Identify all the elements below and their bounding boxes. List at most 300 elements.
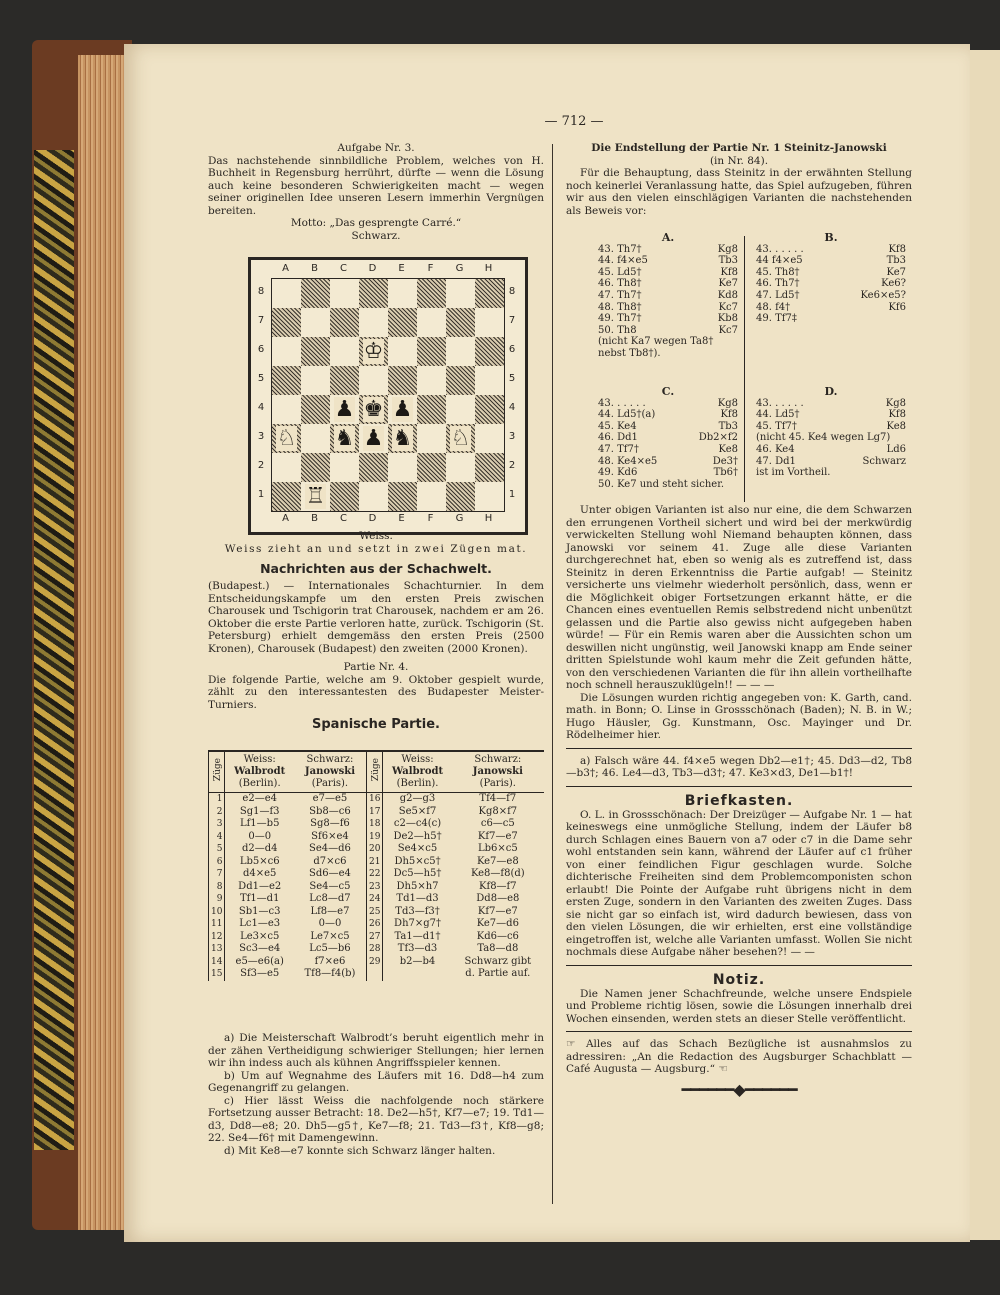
solvers-text: Die Lösungen wurden richtig angegeben von: K. Garth, cand. math. in Bonn; O. Linse in Grossschönach (Baden); N. B. in W.; Hugo Häusler, Gg. Kunstmann, Osc. Mayinger und Dr. Rödelheimer hier. — [566, 691, 912, 741]
news-heading: Nachrichten aus der Schachwelt. — [260, 561, 492, 576]
variant-move-black: Kg8 — [717, 243, 738, 255]
mailbox-text: O. L. in Grossschönach: Der Dreizüger — Aufgabe Nr. 1 — hat keineswegs eine unmögliche Stellung, indem der Läufer b8 durch Schlagen eines Bauern von a7 oder c7 in die Dame sehr wohl entstanden sein kann, während der Läufer auf c1 früher von einer feindlichen Figur geschlagen wurde. Solche dichterische Freiheiten sind dem Problemcomponisten schon erlaubt! Die Pointe der Aufgabe ruht übrigens nicht in dem ersten Zuge, sondern in den Varianten des zweiten Zuges. Dass sie nicht gar so einfach ist, wird dadurch bewiesen, dass von den vielen Lösungen, die wir erhielten, erst eine vollständige eingetroffen ist, welche alle Varianten umfasst. Wollen Sie nicht nochmals diese Aufgabe näher besehen?! — — — [566, 808, 912, 958]
rank-label-8: 8 — [508, 286, 516, 297]
move-cell-w: 0—0 — [248, 830, 272, 842]
variant-row — [756, 255, 906, 267]
chess-piece-icon: ♟ — [363, 426, 384, 451]
square-g7 — [446, 308, 475, 337]
rule-2 — [566, 786, 912, 787]
variant-d-last: ist im Vortheil. — [756, 467, 831, 479]
variant-move-black: Ld6 — [886, 443, 906, 455]
marbled-edge — [34, 150, 74, 1150]
square-g1 — [446, 482, 475, 511]
file-label-b: B — [311, 263, 318, 274]
rank-label-6: 6 — [257, 344, 265, 355]
square-b8 — [301, 279, 330, 308]
move-cell-w: Lb5×c6 — [239, 855, 280, 867]
variant-move-black: Ke6? — [881, 278, 906, 290]
variant-move-black: Kb8 — [717, 313, 738, 325]
move-cell-b: 0—0 — [318, 918, 342, 929]
move-cell-b: Se4—d6 — [309, 843, 351, 854]
variant-row — [756, 278, 906, 290]
variant-d-moves-2 — [756, 444, 906, 467]
move-cell-n2: 28 — [366, 943, 382, 956]
square-a3 — [272, 424, 301, 453]
move-cell-b2: Ke8—f8(d) — [470, 868, 525, 879]
chess-piece-icon: ♚ — [363, 397, 384, 422]
file-label-b: B — [311, 513, 318, 524]
square-d6 — [359, 337, 388, 366]
variant-b-moves — [756, 244, 906, 325]
move-cell-w2 — [383, 968, 452, 981]
variant-row — [756, 267, 906, 279]
variant-move-black: Ke7 — [718, 278, 738, 290]
variant-move-white: 46. Th7† — [756, 278, 800, 290]
ornament-divider: ━━━━━━◆━━━━━━ — [681, 1079, 797, 1099]
variant-move-white: 46. Th8† — [598, 278, 642, 290]
move-cell-b2: Ta8—d8 — [477, 943, 519, 954]
chess-piece-icon: ♘ — [450, 426, 471, 451]
file-label-f: F — [427, 513, 434, 524]
move-cell-n: 11 — [209, 918, 225, 931]
variant-move-black: Tb3 — [718, 420, 738, 432]
problem-intro: Das nachstehende sinnbildliche Problem, welches von H. Buchheit in Regensburg herrührt, dürfte — wenn die Lösung auch keine besonderen Schwierigkeiten macht — wegen seiner originellen Idee unseren Lesern immerhin Vergnügen bereiten. — [208, 154, 544, 217]
square-e1 — [388, 482, 417, 511]
variant-c-moves — [598, 398, 738, 479]
move-cell-b2: c6—c5 — [480, 818, 515, 829]
move-cell-b: Sb8—c6 — [309, 805, 351, 817]
move-cell-n: 13 — [209, 943, 225, 956]
move-cell-n2: 25 — [366, 906, 382, 919]
variant-move-black: Kf8 — [720, 409, 738, 421]
move-cell-b2: Kd6—c6 — [476, 930, 519, 942]
news-text: (Budapest.) — Internationales Schachturnier. In dem Entscheidungskampfe um den ersten Preis zwischen Charousek und Tschigorin trat Charousek, nachdem er am 26. Oktober die erste Partie verloren hatte, zurück. Tschigorin (St. Petersburg) erhielt demgemäss den ersten Preis (2500 Kronen), Charousek (Budapest) den zweiten (2000 Kronen). — [208, 580, 544, 655]
move-cell-w2: Ta1—d1† — [394, 930, 441, 942]
variant-move-white: 47. Tf7† — [598, 443, 639, 455]
move-row — [209, 843, 545, 856]
problem-title: Aufgabe Nr. 3. — [337, 142, 415, 154]
square-d1 — [359, 482, 388, 511]
square-a5 — [272, 366, 301, 395]
rule-4 — [566, 1031, 912, 1032]
file-label-d: D — [368, 513, 377, 524]
opening-name: Spanische Partie. — [312, 717, 440, 732]
variant-move-black: Kd8 — [717, 289, 738, 301]
mailbox-heading: Briefkasten. — [684, 792, 794, 809]
square-f6 — [417, 337, 446, 366]
chess-piece-icon: ♞ — [334, 426, 355, 451]
file-label-g: G — [455, 513, 464, 524]
move-cell-w2: g2—g3 — [399, 793, 436, 804]
variant-move-black: Kf8 — [720, 266, 738, 278]
move-cell-w2: Td3—f3† — [395, 905, 440, 917]
file-label-c: C — [340, 513, 347, 524]
variant-move-white: 45. Tf7† — [756, 420, 797, 432]
notice-heading: Notiz. — [712, 971, 766, 988]
motto: Motto: „Das gesprengte Carré.“ — [290, 217, 462, 229]
move-cell-w: Lf1—b5 — [239, 818, 280, 829]
variant-move-black: Kf6 — [888, 301, 906, 313]
file-label-c: C — [340, 263, 347, 274]
rank-label-1: 1 — [257, 489, 265, 500]
square-e6 — [388, 337, 417, 366]
move-cell-n: 9 — [209, 893, 225, 906]
square-c1 — [330, 482, 359, 511]
square-d5 — [359, 366, 388, 395]
variant-row — [756, 313, 906, 325]
black-header-2: Schwarz: Janowski (Paris). — [452, 751, 544, 793]
move-cell-w2: Dh5×h7 — [396, 880, 439, 892]
move-row — [209, 818, 545, 831]
variant-move-white: 46. Dd1 — [598, 432, 638, 444]
rank-label-8: 8 — [257, 286, 265, 297]
move-cell-b: Tf8—f4(b) — [304, 968, 356, 979]
moves-header-2: Züge — [366, 751, 382, 793]
variant-d — [756, 386, 906, 479]
move-cell-w: d2—d4 — [241, 843, 278, 854]
move-cell-w: Sf3—e5 — [240, 968, 280, 979]
variant-move-white: 43. Th7† — [598, 243, 642, 255]
move-cell-w2: Se4×c5 — [397, 843, 438, 854]
square-g4 — [446, 395, 475, 424]
move-cell-b: Sf6×e4 — [311, 830, 349, 842]
chess-piece-icon: ♟ — [334, 397, 355, 422]
rule-3 — [566, 965, 912, 966]
move-cell-n2: 24 — [366, 893, 382, 906]
move-cell-b2: Ke7—e8 — [476, 855, 519, 867]
square-a6 — [272, 337, 301, 366]
move-cell-w: e5—e6(a) — [235, 955, 284, 967]
variant-a-heading: A. — [661, 231, 675, 244]
column-rule — [552, 144, 553, 1204]
variant-move-black: Kc7 — [718, 301, 738, 313]
rank-label-6: 6 — [508, 344, 516, 355]
file-label-e: E — [398, 263, 405, 274]
move-cell-n: 15 — [209, 968, 225, 981]
rank-label-2: 2 — [257, 460, 265, 471]
variant-row — [756, 444, 906, 456]
variant-move-black: Tb6† — [713, 467, 738, 479]
game-title: Partie Nr. 4. — [343, 661, 409, 673]
square-g3 — [446, 424, 475, 453]
move-cell-b2: Schwarz gibt — [464, 955, 532, 967]
variant-row — [598, 409, 738, 421]
square-d4 — [359, 395, 388, 424]
variant-row — [598, 313, 738, 325]
move-cell-b2: Ke7—d6 — [476, 918, 519, 929]
move-cell-b2: Kf7—e7 — [477, 905, 518, 917]
variant-move-black: Db2×f2 — [698, 432, 738, 444]
variant-row — [598, 467, 738, 479]
rank-label-1: 1 — [508, 489, 516, 500]
note-a: a) Die Meisterschaft Walbrodt’s beruht eigentlich mehr in der zähen Vertheidigung schwieriger Stellungen; hier lernen wir ihn indess auch als kühnen Angriffsspieler kennen. — [208, 1032, 544, 1069]
square-h2 — [475, 453, 504, 482]
move-cell-n2: 19 — [366, 831, 382, 844]
variant-move-black: Kg8 — [885, 397, 906, 409]
facing-page-edge — [968, 50, 1000, 1240]
square-e5 — [388, 366, 417, 395]
move-cell-n: 4 — [209, 831, 225, 844]
variant-move-white: 49. Tf7‡ — [756, 313, 797, 325]
move-cell-n: 14 — [209, 956, 225, 969]
variant-move-black: Kf8 — [888, 409, 906, 421]
move-cell-n2: 29 — [366, 956, 382, 969]
move-cell-b: Sd6—e4 — [309, 868, 351, 879]
endgame-text: Unter obigen Varianten ist also nur eine, die dem Schwarzen den errungenen Vortheil sichert und wird bei der merkwürdig verwickelten Stellung wohl Niemand behaupten können, dass Janowski vor seinem 41. Zuge alle diese Varianten durchgerechnet hat, eben so wenig als es zutreffend ist, dass Steinitz in deren Erkenntniss die Partie aufgab! — Steinitz versicherte uns vielmehr wiederholt persönlich, dass, wenn er die Möglichkeit obiger Fortsetzungen erkannt hätte, er die Chancen eines eventuellen Remis selbstredend nicht unbenützt gelassen und die Partie also gewiss nicht aufgegeben haben würde! — Für ein Remis waren aber die Aussichten schon um deswillen nicht ungünstig, weil Janowski knapp am Ende seiner dritten Spielstunde wohl kaum mehr die Zeit gefunden hätte, von den verschiedenen Varianten die für ihn allein vortheilhafte noch schnell herauszuklügeln!! — — — — [566, 504, 912, 691]
variant-row — [756, 302, 906, 314]
move-cell-n2: 18 — [366, 818, 382, 831]
move-cell-w: Lc1—e3 — [239, 918, 281, 929]
move-row — [209, 868, 545, 881]
file-label-a: A — [282, 263, 289, 274]
variant-row — [598, 267, 738, 279]
variant-move-white: 49. Th7† — [598, 313, 642, 325]
variant-move-black: Kc7 — [718, 324, 738, 336]
variant-move-white: 48. Th8† — [598, 301, 642, 313]
page-number: — 712 — — [544, 114, 604, 129]
square-e7 — [388, 308, 417, 337]
rank-label-7: 7 — [508, 315, 516, 326]
book-page — [124, 44, 970, 1242]
square-f5 — [417, 366, 446, 395]
move-cell-n2: 21 — [366, 856, 382, 869]
square-e4 — [388, 395, 417, 424]
square-f1 — [417, 482, 446, 511]
square-c2 — [330, 453, 359, 482]
square-d3 — [359, 424, 388, 453]
square-h4 — [475, 395, 504, 424]
variant-move-black: Kf8 — [888, 243, 906, 255]
variant-move-white: 47. Th7† — [598, 289, 642, 301]
square-b3 — [301, 424, 330, 453]
variant-row — [598, 432, 738, 444]
move-cell-w2: c2—c4(c) — [393, 818, 442, 829]
move-row — [209, 931, 545, 944]
move-cell-w2: Td1—d3 — [396, 893, 439, 904]
game-notes — [208, 1032, 544, 1157]
square-f2 — [417, 453, 446, 482]
variant-row — [756, 290, 906, 302]
move-cell-n: 8 — [209, 881, 225, 894]
chess-piece-icon: ♔ — [363, 339, 384, 364]
rank-label-4: 4 — [508, 402, 516, 413]
variant-d-moves — [756, 398, 906, 433]
endgame-title: Die Endstellung der Partie Nr. 1 Steinitz-Janowski — [591, 142, 887, 154]
variant-row — [756, 456, 906, 468]
square-h6 — [475, 337, 504, 366]
rank-label-4: 4 — [257, 402, 265, 413]
square-e3 — [388, 424, 417, 453]
move-cell-w2: b2—b4 — [399, 955, 436, 967]
square-f7 — [417, 308, 446, 337]
move-cell-n2: 26 — [366, 918, 382, 931]
move-row — [209, 968, 545, 981]
variant-row — [598, 398, 738, 410]
rank-label-5: 5 — [257, 373, 265, 384]
variant-move-white: 44. Ld5† — [756, 409, 800, 421]
move-cell-n: 3 — [209, 818, 225, 831]
move-row — [209, 943, 545, 956]
note-c: c) Hier lässt Weiss die nachfolgende noch stärkere Fortsetzung ausser Betracht: 18. De2—h5†, Kf7—e7; 19. Td1—d3, Dd8—e8; 20. Dh5—g5†, Ke7—f8; 21. Td3—f3†, Kf8—g8; 22. Se4—f6† mit Damengewinn. — [208, 1094, 544, 1144]
move-cell-w: Sg1—f3 — [239, 805, 280, 817]
file-label-d: D — [368, 263, 377, 274]
variant-move-black: Tb3 — [718, 255, 738, 267]
moves-header: Züge — [209, 751, 225, 793]
variant-row — [598, 325, 738, 337]
chess-board — [248, 257, 528, 535]
square-f3 — [417, 424, 446, 453]
square-b1 — [301, 482, 330, 511]
move-cell-w: Tf1—d1 — [239, 893, 280, 904]
square-c5 — [330, 366, 359, 395]
variant-move-black: Ke7 — [886, 266, 906, 278]
rank-label-3: 3 — [257, 431, 265, 442]
square-f8 — [417, 279, 446, 308]
board-squares — [271, 278, 505, 512]
variant-c-last: 50. Ke7 und steht sicher. — [598, 478, 725, 490]
move-cell-n: 6 — [209, 856, 225, 869]
square-f4 — [417, 395, 446, 424]
move-cell-w: d4×e5 — [242, 868, 277, 879]
move-cell-b: Lc8—d7 — [309, 893, 351, 904]
right-lower — [566, 504, 912, 1099]
square-d7 — [359, 308, 388, 337]
variant-move-white: 49. Kd6 — [598, 467, 638, 479]
variant-row — [598, 278, 738, 290]
variant-move-white: 43. . . . . . — [598, 397, 646, 409]
move-cell-b: Se4—c5 — [309, 880, 351, 892]
variant-move-white: 47. Ld5† — [756, 289, 800, 301]
move-cell-w: Dd1—e2 — [238, 880, 282, 892]
variant-a-note: (nicht Ka7 wegen Ta8† nebst Tb8†). — [598, 336, 714, 359]
square-b5 — [301, 366, 330, 395]
move-cell-b2: Kf7—e7 — [477, 830, 518, 842]
move-cell-n: 1 — [209, 793, 225, 806]
move-cell-b: f7×e6 — [314, 955, 346, 967]
variant-a — [598, 232, 738, 360]
variant-move-white: 44. Ld5†(a) — [598, 409, 656, 421]
move-cell-w2: Dh7×g7† — [394, 918, 442, 929]
variant-row — [756, 398, 906, 410]
move-cell-n: 7 — [209, 868, 225, 881]
rank-label-3: 3 — [508, 431, 516, 442]
variant-move-white: 45. Ld5† — [598, 266, 642, 278]
square-g2 — [446, 453, 475, 482]
variant-move-white: 46. Ke4 — [756, 443, 795, 455]
variant-move-white: 45. Ke4 — [598, 420, 637, 432]
variant-c — [598, 386, 738, 490]
variant-move-white: 43. . . . . . — [756, 397, 804, 409]
move-cell-b2: Kg8×f7 — [478, 805, 518, 817]
page-edges — [78, 55, 130, 1230]
variant-row — [598, 302, 738, 314]
move-cell-b2: Tf4—f7 — [479, 793, 517, 804]
move-row — [209, 806, 545, 819]
move-cell-b2: Dd8—e8 — [476, 893, 520, 904]
square-a8 — [272, 279, 301, 308]
move-cell-b2: d. Partie auf. — [465, 968, 531, 979]
variant-b-heading: B. — [824, 231, 838, 244]
variant-move-black: Kg8 — [717, 397, 738, 409]
variant-move-black: De3† — [712, 455, 738, 467]
square-h1 — [475, 482, 504, 511]
square-b2 — [301, 453, 330, 482]
move-row — [209, 893, 545, 906]
square-c3 — [330, 424, 359, 453]
square-h5 — [475, 366, 504, 395]
square-c6 — [330, 337, 359, 366]
variant-row — [598, 244, 738, 256]
variants-rule — [744, 236, 745, 502]
chess-piece-icon: ♘ — [276, 426, 297, 451]
square-g6 — [446, 337, 475, 366]
square-a4 — [272, 395, 301, 424]
black-header: Schwarz: Janowski (Paris). — [294, 751, 367, 793]
variant-move-white: 44 f4×e5 — [756, 255, 803, 267]
note-d: d) Mit Ke8—e7 konnte sich Schwarz länger halten. — [224, 1144, 496, 1157]
chess-piece-icon: ♖ — [305, 484, 326, 509]
variant-a-moves — [598, 244, 738, 337]
variant-c-heading: C. — [661, 385, 675, 398]
square-h7 — [475, 308, 504, 337]
move-row — [209, 831, 545, 844]
variant-move-black: Ke8 — [886, 420, 906, 432]
rule-1 — [566, 748, 912, 749]
move-row — [209, 856, 545, 869]
move-cell-n2: 16 — [366, 793, 382, 806]
move-cell-b2: Lb6×c5 — [477, 843, 518, 854]
square-a2 — [272, 453, 301, 482]
move-cell-n2: 22 — [366, 868, 382, 881]
endgame-subtitle: (in Nr. 84). — [709, 154, 769, 167]
square-a7 — [272, 308, 301, 337]
endgame-intro: Für die Behauptung, dass Steinitz in der erwähnten Stellung noch keinerlei Veranlassung hatte, das Spiel aufzugeben, führen wir aus den vielen einschlägigen Varianten die nachstehenden als Beweis vor: — [566, 167, 912, 217]
rank-label-7: 7 — [257, 315, 265, 326]
move-cell-w2: Se5×f7 — [398, 805, 437, 817]
variant-move-white: 43. . . . . . — [756, 243, 804, 255]
move-cell-n2: 20 — [366, 843, 382, 856]
chess-piece-icon: ♟ — [392, 397, 413, 422]
move-row — [209, 881, 545, 894]
move-row — [209, 918, 545, 931]
right-column — [566, 142, 912, 217]
rank-label-5: 5 — [508, 373, 516, 384]
square-c7 — [330, 308, 359, 337]
move-cell-w2: Tf3—d3 — [397, 943, 438, 954]
move-cell-b: e7—e5 — [312, 793, 348, 804]
square-b7 — [301, 308, 330, 337]
white-label: Weiss. — [359, 530, 393, 542]
variant-row — [598, 444, 738, 456]
move-row — [209, 793, 545, 806]
black-label: Schwarz. — [351, 229, 401, 242]
correction-text: a) Falsch wäre 44. f4×e5 wegen Db2—e1†; 45. Dd3—d2, Tb8—b3†; 46. Le4—d3, Tb3—d3†; 47. Ke3×d3, De1—b1†! — [566, 754, 912, 779]
variant-move-white: 44. f4×e5 — [598, 255, 648, 267]
move-cell-n: 2 — [209, 806, 225, 819]
rank-label-2: 2 — [508, 460, 516, 471]
chess-piece-icon: ♞ — [392, 426, 413, 451]
move-cell-n2: 23 — [366, 881, 382, 894]
square-g8 — [446, 279, 475, 308]
notice-text: Die Namen jener Schachfreunde, welche unsere Endspiele und Probleme richtig lösen, sowie die Lösungen innerhalb drei Wochen einsenden, werden stets an dieser Stelle veröffentlicht. — [566, 987, 912, 1025]
variant-move-white: 48. Ke4×e5 — [598, 455, 658, 467]
move-cell-w: Sc3—e4 — [239, 943, 281, 954]
variant-row — [598, 421, 738, 433]
move-cell-b: Lf8—e7 — [310, 905, 350, 917]
variant-move-black: Ke8 — [718, 443, 738, 455]
move-cell-n: 12 — [209, 931, 225, 944]
move-cell-b: Sg8—f6 — [310, 818, 350, 829]
